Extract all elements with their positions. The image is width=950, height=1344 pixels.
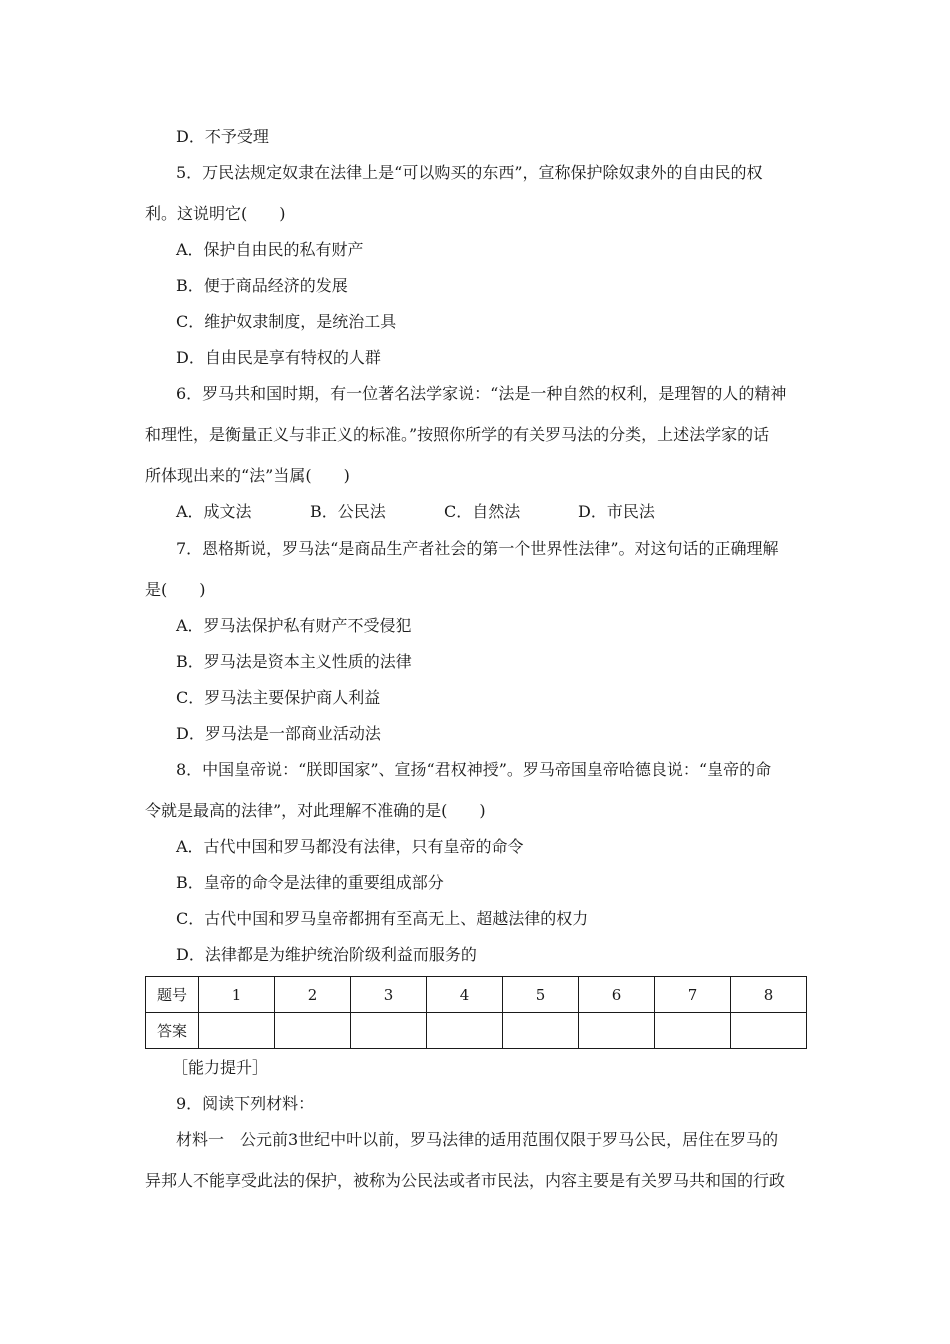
q6-option-d: D．市民法: [578, 502, 655, 521]
number-cell: 3: [351, 977, 427, 1013]
q8-stem-line1: 8．中国皇帝说：“朕即国家”、宣扬“君权神授”。罗马帝国皇帝哈德良说：“皇帝的命: [176, 760, 772, 779]
q6-stem-line2: 和理性，是衡量正义与非正义的标准。”按照你所学的有关罗马法的分类，上述法学家的话: [145, 425, 770, 444]
q7-option-d: D．罗马法是一部商业活动法: [176, 724, 381, 743]
q6-option-b: B．公民法: [310, 502, 386, 521]
answer-cell[interactable]: [579, 1013, 655, 1049]
number-cell: 6: [579, 977, 655, 1013]
q5-option-a: A．保护自由民的私有财产: [176, 240, 364, 259]
q5-option-b: B．便于商品经济的发展: [176, 276, 348, 295]
q6-option-c: C．自然法: [444, 502, 521, 521]
q5-stem-line1: 5．万民法规定奴隶在法律上是“可以购买的东西”，宣称保护除奴隶外的自由民的权: [176, 163, 763, 182]
q9-stem: 9．阅读下列材料：: [176, 1094, 315, 1113]
number-cell: 5: [503, 977, 579, 1013]
q9-material-line1: 材料一 公元前3世纪中叶以前，罗马法律的适用范围仅限于罗马公民，居住在罗马的: [176, 1130, 779, 1149]
q7-option-b: B．罗马法是资本主义性质的法律: [176, 652, 412, 671]
q9-material-line2: 异邦人不能享受此法的保护，被称为公民法或者市民法，内容主要是有关罗马共和国的行政: [145, 1171, 786, 1190]
answer-table-answer-row: [146, 1013, 807, 1049]
number-cell: 8: [731, 977, 807, 1013]
section-heading: ［能力提升］: [172, 1058, 269, 1077]
q6-stem-line1: 6．罗马共和国时期，有一位著名法学家说：“法是一种自然的权利，是理智的人的精神: [176, 384, 787, 403]
number-cell: 1: [199, 977, 275, 1013]
answer-cell[interactable]: [655, 1013, 731, 1049]
number-cell: 4: [427, 977, 503, 1013]
q5-stem-line2: 利。这说明它( ): [145, 204, 286, 223]
answer-cell[interactable]: [731, 1013, 807, 1049]
q6-option-a: A．成文法: [176, 502, 252, 521]
q6-stem-line3: 所体现出来的“法”当属( ): [145, 466, 350, 485]
q7-stem-line2: 是( ): [145, 580, 206, 599]
number-row-label: 题号: [146, 977, 199, 1013]
answer-cell[interactable]: [351, 1013, 427, 1049]
q8-option-a: A．古代中国和罗马都没有法律，只有皇帝的命令: [176, 837, 524, 856]
q5-option-c: C．维护奴隶制度，是统治工具: [176, 312, 397, 331]
q8-option-b: B．皇帝的命令是法律的重要组成部分: [176, 873, 444, 892]
q8-stem-line2: 令就是最高的法律”，对此理解不准确的是( ): [145, 801, 486, 820]
answer-row-label: 答案: [146, 1013, 199, 1049]
q8-option-c: C．古代中国和罗马皇帝都拥有至高无上、超越法律的权力: [176, 909, 589, 928]
answer-cell[interactable]: [199, 1013, 275, 1049]
answer-cell[interactable]: [427, 1013, 503, 1049]
answer-cell[interactable]: [503, 1013, 579, 1049]
answer-table: [145, 976, 807, 1049]
q7-stem-line1: 7．恩格斯说，罗马法“是商品生产者社会的第一个世界性法律”。对这句话的正确理解: [176, 539, 779, 558]
q4-option-d: D．不予受理: [176, 127, 269, 146]
answer-cell[interactable]: [275, 1013, 351, 1049]
number-cell: 7: [655, 977, 731, 1013]
q7-option-a: A．罗马法保护私有财产不受侵犯: [176, 616, 412, 635]
answer-table-number-row: [146, 977, 807, 1013]
q5-option-d: D．自由民是享有特权的人群: [176, 348, 381, 367]
q7-option-c: C．罗马法主要保护商人利益: [176, 688, 381, 707]
number-cell: 2: [275, 977, 351, 1013]
q8-option-d: D．法律都是为维护统治阶级利益而服务的: [176, 945, 477, 964]
